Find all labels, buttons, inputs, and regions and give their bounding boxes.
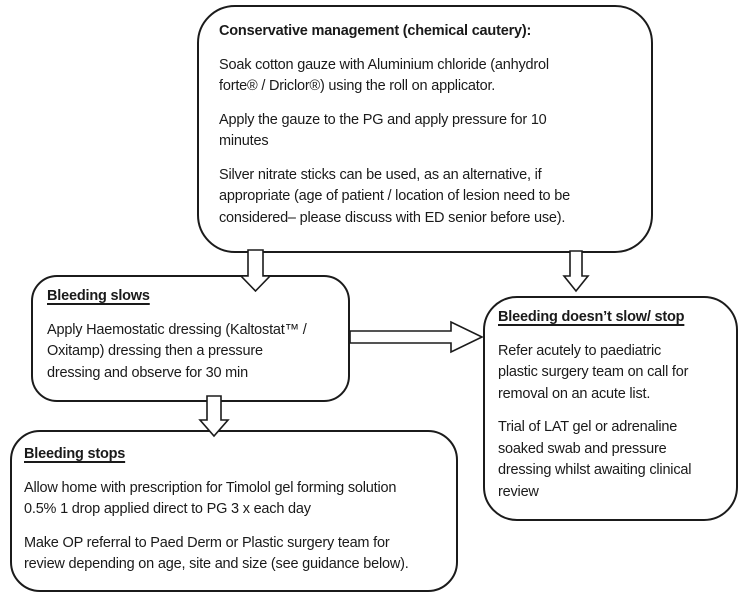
paragraph [498,417,723,503]
text-line: Soak cotton gauze with Aluminium chloride (anhydrol [219,56,549,73]
text-line: dressing whilst awaiting clinical [498,462,692,478]
box-conservative-title: Conservative management (chemical cautery): [219,23,532,39]
text-line: Allow home with prescription for Timolol gel forming solution [24,479,397,496]
right-arrow-bleeding-slows-to-not-slowing [350,322,482,352]
text-line: minutes [219,133,269,149]
text-line: considered– please discuss with ED senior before use). [219,209,566,226]
box-bleeding-slows [31,275,350,402]
text-line: forte® / Driclor®) using the roll on applicator. [219,78,496,94]
text-line: Trial of LAT gel or adrenaline [498,419,678,435]
down-arrow-top-to-bleeding-not-slowing [564,251,588,291]
box-bleeding-not-slowing-title: Bleeding doesn’t slow/ stop [498,309,685,325]
text-line: soaked swab and pressure [498,440,667,457]
paragraph [219,55,631,98]
paragraph [47,320,334,385]
text-line: Silver nitrate sticks can be used, as an alternative, if [219,166,542,183]
text-line: review depending on age, site and size (see guidance below). [24,556,409,572]
box-bleeding-stops-title: Bleeding stops [24,446,126,462]
paragraph [219,110,631,153]
text-line: appropriate (age of patient / location of lesion need to be [219,188,570,204]
box-bleeding-stops [10,430,458,592]
text-line: review [498,483,539,500]
text-line: Refer acutely to paediatric [498,342,662,359]
text-line: removal on an acute list. [498,385,651,402]
paragraph [24,478,444,521]
text-line: plastic surgery team on call for [498,364,689,380]
text-line: dressing and observe for 30 min [47,364,248,381]
paragraph [24,533,444,576]
box-bleeding-not-slowing [483,296,738,521]
text-line: Oxitamp) dressing then a pressure [47,343,263,359]
paragraph [498,341,723,406]
box-bleeding-slows-title: Bleeding slows [47,288,150,304]
text-line: 0.5% 1 drop applied direct to PG 3 x each day [24,501,311,517]
text-line: Apply the gauze to the PG and apply pressure for 10 [219,111,547,128]
paragraph [219,165,631,230]
box-conservative-management [197,5,653,253]
text-line: Make OP referral to Paed Derm or Plastic surgery team for [24,534,390,551]
text-line: Apply Haemostatic dressing (Kaltostat™ / [47,321,307,338]
